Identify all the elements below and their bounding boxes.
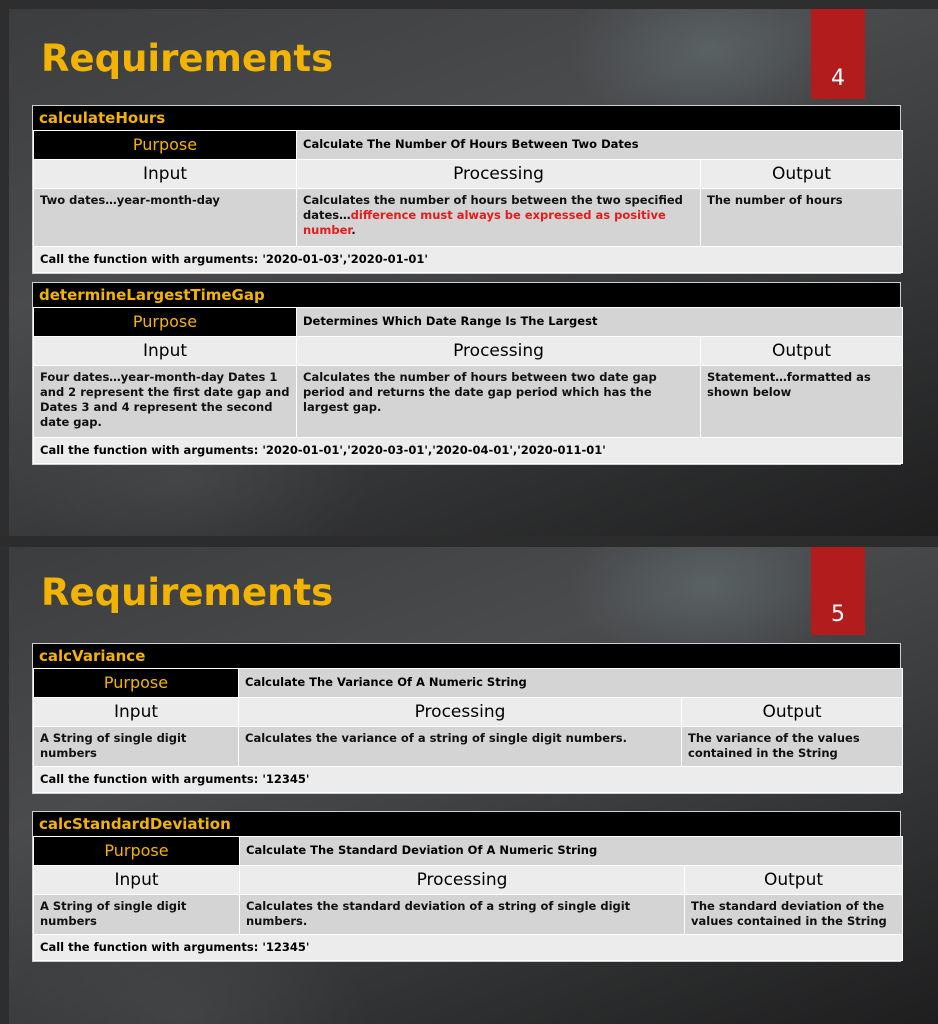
output-value: The standard deviation of the values contained in the String [685,895,903,935]
output-header: Output [701,337,903,366]
requirement-card-determine-largest-time-gap [32,282,901,465]
function-name: calcStandardDeviation [33,812,900,836]
call-instruction: Call the function with arguments: '12345' [34,935,903,961]
purpose-value: Calculate The Variance Of A Numeric String [239,669,903,698]
input-header: Input [34,337,297,366]
page-number-badge [811,9,865,99]
processing-header: Processing [240,866,685,895]
call-instruction: Call the function with arguments: '2020-01-03','2020-01-01' [34,247,903,273]
input-value: Two dates…year-month-day [34,189,297,247]
purpose-label: Purpose [34,308,297,337]
output-value: The number of hours [701,189,903,247]
processing-header: Processing [297,160,701,189]
processing-highlight: difference must always be expressed as positive number [303,208,666,237]
processing-tail: . [351,223,356,237]
requirement-table [33,307,903,464]
page-number-badge [811,547,865,635]
call-instruction: Call the function with arguments: '2020-01-01','2020-03-01','2020-04-01','2020-011-01' [34,438,903,464]
input-value: Four dates…year-month-day Dates 1 and 2 represent the first date gap and Dates 3 and 4 represent the second date gap. [34,366,297,438]
requirement-table [33,836,903,961]
left-border [0,0,9,1024]
purpose-label: Purpose [34,669,239,698]
processing-value: Calculates the standard deviation of a string of single digit numbers. [240,895,685,935]
input-header: Input [34,866,240,895]
processing-value: Calculates the variance of a string of single digit numbers. [239,727,682,767]
purpose-label: Purpose [34,131,297,160]
function-name: calcVariance [33,644,900,668]
processing-header: Processing [297,337,701,366]
call-instruction: Call the function with arguments: '12345' [34,767,903,793]
output-value: Statement…formatted as shown below [701,366,903,438]
requirement-table [33,130,903,273]
slide-separator [0,536,938,547]
requirement-card-calculate-hours [32,105,901,274]
processing-header: Processing [239,698,682,727]
output-value: The variance of the values contained in the String [682,727,903,767]
processing-value [297,189,701,247]
function-name: determineLargestTimeGap [33,283,900,307]
slide-title: Requirements [41,37,334,80]
purpose-label: Purpose [34,837,240,866]
purpose-value: Calculate The Number Of Hours Between Two Dates [297,131,903,160]
purpose-value: Calculate The Standard Deviation Of A Numeric String [240,837,903,866]
input-value: A String of single digit numbers [34,727,239,767]
page-number: 4 [831,66,845,91]
slide-title: Requirements [41,571,334,614]
page-number: 5 [831,602,845,627]
processing-text: Calculates the number of hours between the two specified dates… [303,193,683,222]
requirement-table [33,668,903,793]
input-header: Input [34,698,239,727]
top-border [0,0,938,9]
processing-value: Calculates the number of hours between two date gap period and returns the date gap period which has the largest gap. [297,366,701,438]
input-value: A String of single digit numbers [34,895,240,935]
output-header: Output [685,866,903,895]
slide-5 [9,547,938,1024]
output-header: Output [682,698,903,727]
output-header: Output [701,160,903,189]
slide-4 [9,9,938,536]
requirement-card-calc-standard-deviation [32,811,901,962]
function-name: calculateHours [33,106,900,130]
requirement-card-calc-variance [32,643,901,794]
input-header: Input [34,160,297,189]
purpose-value: Determines Which Date Range Is The Largest [297,308,903,337]
